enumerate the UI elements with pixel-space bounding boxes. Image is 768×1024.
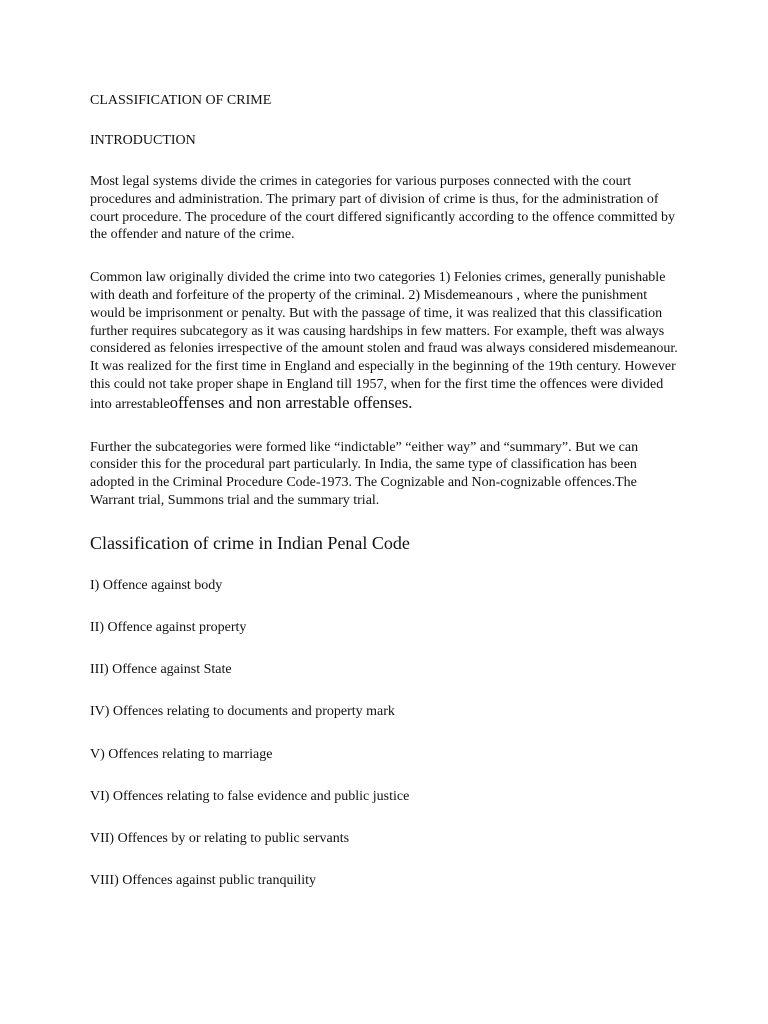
introduction-heading: INTRODUCTION — [90, 133, 196, 148]
paragraph-common-law-large-text: offenses and non arrestable offenses. — [169, 392, 413, 412]
paragraph-subcategories: Further the subcategories were formed like “indictable” “either way” and “summary”. But we can consider this for the procedural part particularly. In India, the same type of classification has been adopted in the Criminal Procedure Code-1973. The Cognizable and Non-cognizable offences.The Warrant trial, Summons trial and the summary trial. — [90, 439, 639, 508]
paragraph-common-law — [90, 269, 680, 413]
classification-list — [90, 577, 680, 889]
section-heading-ipc: Classification of crime in Indian Penal Code — [90, 532, 410, 553]
list-item: II) Offence against property — [90, 619, 247, 635]
list-item: V) Offences relating to marriage — [90, 746, 273, 762]
list-item: III) Offence against State — [90, 662, 232, 678]
list-item: IV) Offences relating to documents and property mark — [90, 704, 395, 720]
list-item: VIII) Offences against public tranquility — [90, 873, 317, 889]
list-item: VII) Offences by or relating to public servants — [90, 830, 350, 846]
document-title: CLASSIFICATION OF CRIME — [90, 93, 272, 108]
list-item: VI) Offences relating to false evidence and public justice — [90, 788, 410, 804]
paragraph-intro: Most legal systems divide the crimes in categories for various purposes connected with the court procedures and administration. The primary part of division of crime is thus, for the administration of court procedure. The procedure of the court differed significantly according to the offence committed by the offender and nature of the crime. — [90, 174, 676, 243]
document-page — [90, 92, 680, 889]
paragraph-common-law-main: Common law originally divided the crime into two categories 1) Felonies crimes, generally punishable with death and forfeiture of the property of the criminal. 2) Misdemeanours , where the punishment would be imprisonment or penalty. But with the passage of time, it was realized that this classification further requires subcategory as it was causing hardships in few matters. For example, theft was always considered as felonies irrespective of the amount stolen and fraud was always considered misdemeanour. It was realized for the first time in England and especially in the beginning of the 19th century. However this could not take proper shape in England till 1957, when for the first time the offences were divided into arrestable — [90, 270, 678, 412]
list-item: I) Offence against body — [90, 577, 223, 593]
